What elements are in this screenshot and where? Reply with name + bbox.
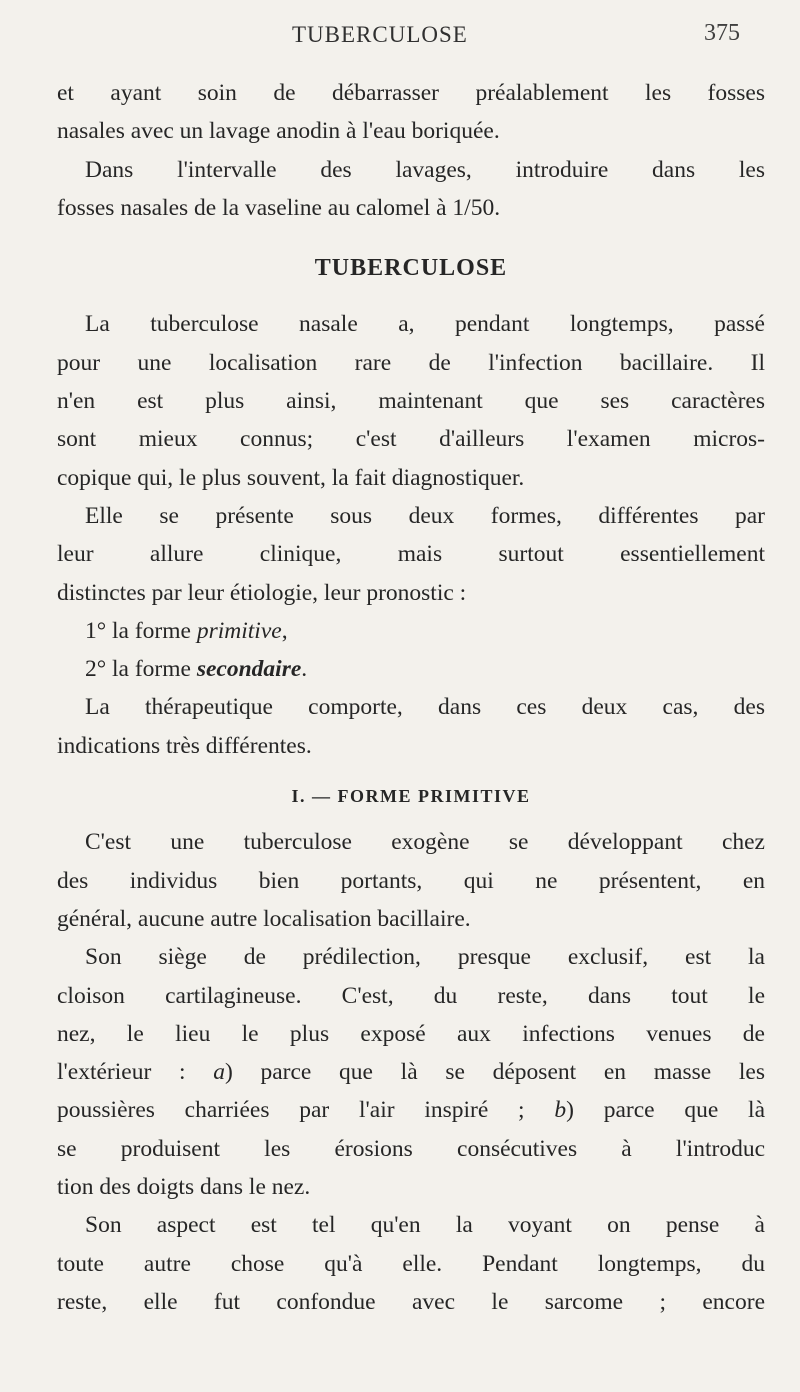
- text-line: nez, le lieu le plus exposé aux infections venues de: [57, 1020, 765, 1047]
- running-header: [0, 8, 800, 62]
- subsection-heading: I. — FORME PRIMITIVE: [291, 786, 531, 807]
- running-title: TUBERCULOSE: [292, 22, 468, 47]
- body-text: [57, 74, 765, 1321]
- text-line: Son siège de prédilection, presque exclusif, est la: [85, 944, 765, 971]
- text-line: poussières charriées par l'air inspiré ; b) parce que là: [57, 1097, 765, 1124]
- term-primitive: primitive: [196, 617, 282, 644]
- paragraph: [57, 305, 765, 496]
- paragraph: [57, 688, 765, 765]
- text-line: Dans l'intervalle des lavages, introduire dans les: [85, 156, 765, 183]
- text-line: sont mieux connus; c'est d'ailleurs l'examen micros-: [57, 426, 765, 453]
- text-line: indications très différentes.: [57, 732, 312, 759]
- text-line: nasales avec un lavage anodin à l'eau boriquée.: [57, 118, 500, 145]
- section-heading: TUBERCULOSE: [314, 255, 508, 282]
- text-line: reste, elle fut confondue avec le sarcome ; encore: [57, 1288, 765, 1315]
- text-line: se produisent les érosions consécutives à l'introduc: [57, 1135, 765, 1162]
- text-line: pour une localisation rare de l'infection bacillaire. Il: [57, 349, 765, 376]
- term-secondaire: secondaire: [196, 656, 302, 683]
- page-number: 375: [704, 20, 740, 46]
- text-line: distinctes par leur étiologie, leur pronostic :: [57, 579, 467, 606]
- text-line: leur allure clinique, mais surtout essentiellement: [57, 541, 765, 568]
- forms-list: [57, 612, 765, 689]
- text-line: La thérapeutique comporte, dans ces deux cas, des: [85, 694, 765, 721]
- text-line: copique qui, le plus souvent, la fait diagnostiquer.: [57, 464, 525, 491]
- text-line: n'en est plus ainsi, maintenant que ses caractères: [57, 388, 765, 415]
- text-line: Son aspect est tel qu'en la voyant on pense à: [85, 1212, 765, 1239]
- paragraph: [57, 938, 765, 1206]
- text-line: l'extérieur : a) parce que là se déposent en masse les: [57, 1059, 765, 1086]
- text-line: des individus bien portants, qui ne présentent, en: [57, 867, 765, 894]
- text-line: tion des doigts dans le nez.: [57, 1174, 311, 1201]
- list-item: 1° la forme primitive,: [85, 617, 288, 644]
- text-line: La tuberculose nasale a, pendant longtemps, passé: [85, 311, 765, 338]
- text-line: C'est une tuberculose exogène se développant chez: [85, 829, 765, 856]
- paragraph: [57, 823, 765, 938]
- paragraph: [57, 1206, 765, 1321]
- list-item: 2° la forme secondaire.: [85, 656, 308, 683]
- text-line: cloison cartilagineuse. C'est, du reste, dans tout le: [57, 982, 765, 1009]
- text-line: général, aucune autre localisation bacillaire.: [57, 905, 471, 932]
- text-line: fosses nasales de la vaseline au calomel à 1/50.: [57, 194, 501, 221]
- text-line: Elle se présente sous deux formes, différentes par: [85, 502, 765, 529]
- text-line: toute autre chose qu'à elle. Pendant longtemps, du: [57, 1250, 765, 1277]
- paragraph: [57, 497, 765, 612]
- text-line: et ayant soin de débarrasser préalablement les fosses: [57, 80, 765, 106]
- intro-paragraph: [57, 74, 765, 227]
